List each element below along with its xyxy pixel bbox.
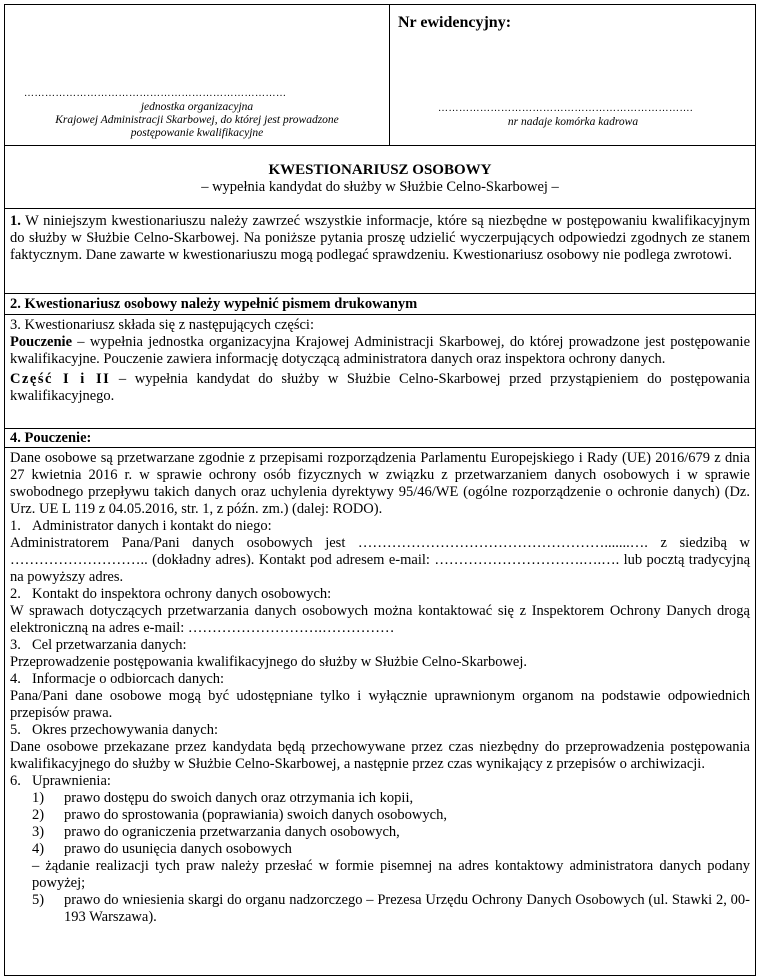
section-4-body: [4, 450, 756, 926]
section-1-number: 1.: [10, 213, 21, 229]
divider: [4, 293, 756, 294]
rights-item: 3) prawo do ograniczenia przetwarzania danych osobowych,: [32, 824, 400, 840]
section-3: [4, 317, 756, 405]
list-item: 2. Kontakt do inspektora ochrony danych osobowych:: [10, 586, 332, 602]
unit-caption-line1: jednostka organizacyjna: [140, 101, 254, 113]
section-1-text: W niniejszym kwestionariuszu należy zawrzeć wszystkie informacje, które są niezbędne w postępowaniu kwalifikacyjnym do służby w Służbie Celno-Skarbowej. Na poniższe pytania proszę udzielić wyczerpujących odpowiedzi zgodnych ze stanem faktycznym. Dane zawarte w kwestionariuszu mogą podlegać sprawdzeniu. Kwestionariusz osobowy nie podlega zwrotowi.: [10, 213, 750, 263]
divider: [4, 428, 756, 429]
unit-caption-line3: postępowanie kwalifikacyjne: [130, 127, 264, 139]
unit-caption: [4, 101, 390, 140]
list-item: 5. Okres przechowywania danych:: [10, 722, 219, 738]
form-title: KWESTIONARIUSZ OSOBOWY: [268, 162, 492, 178]
title-block: [4, 146, 756, 210]
divider: [4, 208, 756, 209]
nr-dots: ……………………………………………………………….: [438, 103, 693, 114]
unit-dots: …………………………………………………………………: [24, 88, 287, 99]
list-item: 1. Administrator danych i kontakt do niego:: [10, 518, 272, 534]
rights-item: 1) prawo dostępu do swoich danych oraz otrzymania ich kopii,: [32, 790, 414, 806]
header: [4, 4, 756, 146]
czesc-label: Część I i II: [10, 371, 111, 387]
purpose-text: Przeprowadzenie postępowania kwalifikacyjnego do służby w Służbie Celno-Skarbowej.: [10, 654, 528, 670]
rights-item: 5) prawo do wniesienia skargi do organu nadzorczego – Prezesa Urzędu Ochrony Danych Osobowych (ul. Stawki 2, 00-193 Warszawa).: [32, 892, 750, 925]
divider: [4, 447, 756, 448]
form-subtitle: – wypełnia kandydat do służby w Służbie Celno-Skarbowej –: [201, 179, 559, 195]
nr-caption: nr nadaje komórka kadrowa: [507, 116, 639, 128]
section-1: [4, 213, 756, 293]
rights-item: 4) prawo do usunięcia danych osobowych: [32, 841, 292, 857]
header-number-cell: [390, 4, 756, 146]
section-3-intro: 3. Kwestionariusz składa się z następujących części:: [10, 317, 314, 333]
nr-ewidencyjny-label: Nr ewidencyjny:: [398, 14, 512, 31]
unit-caption-line2: Krajowej Administracji Skarbowej, do której jest prowadzone: [55, 114, 339, 126]
administrator-text: Administratorem Pana/Pani danych osobowych jest …………………………………………….......…. z siedzibą w ……………………….. (dokładny adres). Kontakt pod adresem e-mail: ………………………….….…. lub pocztą tradycyjną na powyższy adres.: [10, 535, 750, 585]
pouczenie-label: Pouczenie: [10, 334, 73, 350]
rights-note: – żądanie realizacji tych praw należy przesłać w formie pisemnej na adres kontaktowy administratora danych podany powyżej;: [32, 858, 750, 891]
czesc-text: – wypełnia kandydat do służby w Służbie Celno-Skarbowej przed przystąpieniem do postępowania kwalifikacyjnego.: [10, 371, 750, 404]
section-4-heading: 4. Pouczenie:: [10, 430, 92, 446]
retention-text: Dane osobowe przekazane przez kandydata będą przechowywane przez czas niezbędny do przeprowadzenia postępowania kwalifikacyjnego do służby w Służbie Celno-Skarbowej, a następnie przez czas wynikający z przepisów o archiwizacji.: [10, 739, 750, 772]
section-2: 2. Kwestionariusz osobowy należy wypełnić pismem drukowanym: [10, 296, 418, 312]
recipients-text: Pana/Pani dane osobowe mogą być udostępniane tylko i wyłącznie uprawnionym organom na podstawie odpowiednich przepisów prawa.: [10, 688, 750, 721]
divider: [4, 314, 756, 315]
list-item: 4. Informacje o odbiorcach danych:: [10, 671, 225, 687]
header-unit-cell: [4, 4, 390, 146]
inspector-text: W sprawach dotyczących przetwarzania danych osobowych można kontaktować się z Inspektorem Ochrony Danych drogą elektroniczną na adres e-mail: ……………………….……………: [10, 603, 750, 636]
section-4-intro: Dane osobowe są przetwarzane zgodnie z przepisami rozporządzenia Parlamentu Europejskiego i Rady (UE) 2016/679 z dnia 27 kwietnia 2016 r. w sprawie ochrony osób fizycznych w związku z przetwarzaniem danych osobowych i w sprawie swobodnego przepływu takich danych oraz uchylenia dyrektywy 95/46/WE (ogólne rozporządzenie o ochronie danych) (Dz. Urz. UE L 119 z 04.05.2016, str. 1, z późn. zm.) (dalej: RODO).: [10, 450, 750, 517]
list-item: 3. Cel przetwarzania danych:: [10, 637, 187, 653]
rights-item: 2) prawo do sprostowania (poprawiania) swoich danych osobowych,: [32, 807, 447, 823]
pouczenie-text: – wypełnia jednostka organizacyjna Krajowej Administracji Skarbowej, do której prowadzone jest postępowanie kwalifikacyjne. Pouczenie zawiera informację dotyczącą administratora danych oraz inspektora ochrony danych.: [10, 334, 750, 367]
list-item: 6. Uprawnienia:: [10, 773, 111, 789]
